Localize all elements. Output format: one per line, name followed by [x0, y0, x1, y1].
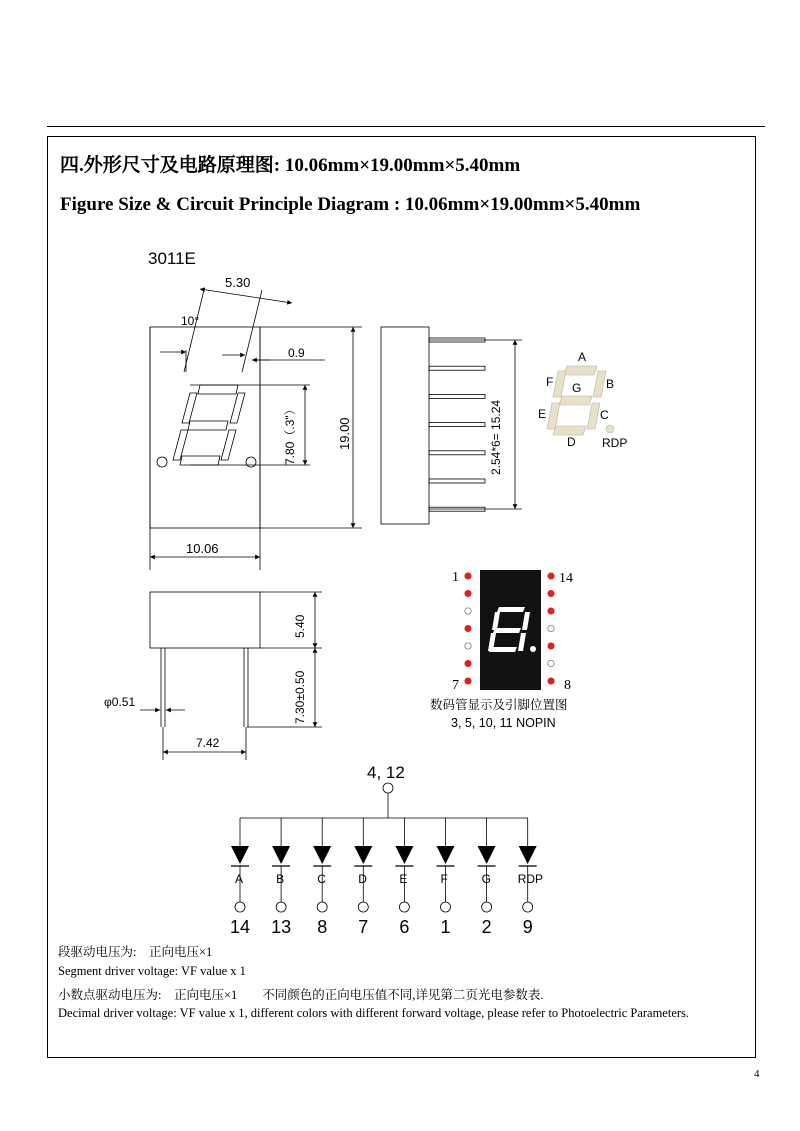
note-dp-cn: 小数点驱动电压为: 正向电压×1 不同颜色的正向电压值不同,详见第二页光电参数表. [58, 988, 544, 1002]
diode-c [313, 818, 331, 937]
display-seg-dp [530, 646, 536, 652]
diode-d [354, 818, 372, 937]
diode-rdp [518, 818, 543, 937]
segment-map [547, 366, 614, 435]
map-seg-c [587, 403, 600, 429]
pinout-caption-nopin: 3, 5, 10, 11 NOPIN [451, 716, 556, 730]
map-label-d: D [567, 435, 576, 449]
map-seg-g [559, 396, 592, 405]
model-label: 3011E [148, 249, 196, 268]
diode-seg-label: A [235, 872, 244, 886]
pinout-dot-left [465, 678, 471, 684]
display-seg-g [493, 628, 521, 633]
map-seg-b [593, 371, 606, 397]
map-seg-dp [606, 425, 614, 433]
map-seg-a [564, 366, 597, 375]
common-pin-label: 4, 12 [367, 763, 405, 782]
pin-label-7: 7 [452, 678, 459, 693]
diode-f [437, 818, 455, 937]
slant-line-left [184, 290, 204, 372]
pin-label-1: 1 [452, 570, 459, 585]
diode-symbol [519, 846, 537, 864]
section-title-en: Figure Size & Circuit Principle Diagram : 10.06mm×19.00mm×5.40mm [60, 194, 641, 215]
diode-seg-label: E [399, 872, 408, 886]
dim-digit-height-text: 7.80（.3"） [283, 403, 297, 465]
pinout-dot-right [548, 660, 554, 666]
map-label-e: E [538, 407, 547, 421]
diode-g [478, 818, 496, 937]
side-pin-lead [429, 366, 485, 370]
diode-symbol [437, 846, 455, 864]
diode-b [271, 818, 291, 937]
common-pin-terminal [383, 783, 393, 793]
diode-pin-number: 6 [399, 917, 410, 937]
pinout-caption-cn: 数码管显示及引脚位置图 [430, 698, 568, 712]
dim-height-text: 19.00 [337, 417, 352, 450]
diode-pin-number: 1 [440, 917, 451, 937]
dim-thickness-text: 5.40 [293, 614, 307, 638]
diode-symbol [478, 846, 496, 864]
map-label-g: G [572, 381, 582, 395]
circuit-diagram [230, 763, 543, 937]
diode-pin-terminal [523, 902, 533, 912]
display-seg-d [489, 647, 517, 652]
diode-seg-label: G [481, 872, 491, 886]
front-view [150, 289, 362, 570]
front-seg-d [180, 456, 220, 465]
diode-pin-terminal [276, 902, 286, 912]
dim-pin-span-text: 2.54*6= 15.24 [489, 399, 503, 475]
front-dp-right [246, 457, 256, 467]
diode-symbol [395, 846, 413, 864]
side-pin-lead [429, 394, 485, 398]
diode-a [230, 818, 250, 937]
dim-slant-text: 10° [181, 314, 200, 328]
map-label-f: F [546, 375, 554, 389]
note-seg-cn: 段驱动电压为: 正向电压×1 [58, 945, 213, 959]
diode-array [230, 818, 543, 937]
pinout-dot-right [548, 573, 554, 579]
side-pin-lead [429, 479, 485, 483]
pinout-dot-left [465, 590, 471, 596]
diode-symbol [313, 846, 331, 864]
diode-pin-number: 7 [358, 917, 369, 937]
front-body-outline [150, 327, 260, 528]
dim-width-text: 10.06 [186, 541, 219, 556]
diode-symbol [231, 846, 249, 864]
pinout-diagram [465, 570, 554, 690]
side-pins [429, 338, 485, 511]
diode-pin-number: 2 [481, 917, 492, 937]
diode-pin-number: 14 [230, 917, 251, 937]
pinout-dot-right [548, 643, 554, 649]
diode-symbol [354, 846, 372, 864]
diode-pin-terminal [482, 902, 492, 912]
pinout-dot-right [548, 590, 554, 596]
pinout-dot-left [465, 608, 471, 614]
dim-pin-length-text: 7.30±0.50 [293, 670, 307, 724]
dim-top-width-line [200, 289, 292, 303]
diode-pin-terminal [441, 902, 451, 912]
diode-seg-label: D [358, 872, 367, 886]
diode-symbol [272, 846, 290, 864]
map-label-c: C [600, 408, 609, 422]
pinout-dot-left [465, 625, 471, 631]
diode-pin-terminal [358, 902, 368, 912]
pinout-dot-left [465, 573, 471, 579]
diode-pin-terminal [317, 902, 327, 912]
side-body-outline [381, 327, 429, 524]
dim-segment-text: 0.9 [288, 346, 305, 360]
diode-pin-number: 13 [271, 917, 292, 937]
diode-e [395, 818, 413, 937]
diode-pin-number: 9 [522, 917, 533, 937]
dim-top-width-text: 5.30 [225, 275, 251, 290]
front-seg-g [188, 421, 228, 430]
diode-pin-terminal [235, 902, 245, 912]
diode-seg-label: F [440, 872, 448, 886]
front-seg-e [173, 430, 188, 460]
pinout-dot-right [548, 625, 554, 631]
front-seg-b [230, 393, 245, 423]
pin-label-14: 14 [559, 571, 573, 586]
front-seg-a [198, 385, 238, 394]
front-dp-left [157, 457, 167, 467]
diode-seg-label: RDP [517, 872, 544, 886]
map-label-b: B [606, 377, 615, 391]
map-seg-f [553, 371, 566, 397]
pinout-dot-left [465, 660, 471, 666]
page-number: 4 [754, 1068, 760, 1080]
front-seg-c [221, 430, 236, 460]
side-pin-lead [429, 451, 485, 455]
pinout-dot-right [548, 678, 554, 684]
diode-seg-label: C [317, 872, 326, 886]
pinout-dot-left [465, 643, 471, 649]
bottom-body-outline [150, 592, 260, 648]
map-label-a: A [578, 350, 587, 364]
diode-pin-terminal [399, 902, 409, 912]
map-seg-e [547, 403, 560, 429]
pinout-dot-right [548, 608, 554, 614]
diode-seg-label: B [276, 872, 285, 886]
diode-pin-number: 8 [317, 917, 328, 937]
front-seg-f [182, 393, 197, 423]
dim-pin-dia-text: φ0.51 [104, 695, 136, 709]
map-seg-d [553, 426, 586, 435]
pin-label-8: 8 [564, 678, 571, 693]
display-seg-a [497, 607, 525, 612]
section-title-cn: 四.外形尺寸及电路原理图: 10.06mm×19.00mm×5.40mm [60, 155, 521, 176]
note-dp-en: Decimal driver voltage: VF value x 1, different colors with different forward voltage, please refer to Photoelectric Parameters. [58, 1006, 690, 1020]
map-label-dp: RDP [602, 436, 628, 450]
dim-pin-pitch-text: 7.42 [196, 736, 220, 750]
side-pin-lead [429, 423, 485, 427]
note-seg-en: Segment driver voltage: VF value x 1 [58, 964, 246, 978]
